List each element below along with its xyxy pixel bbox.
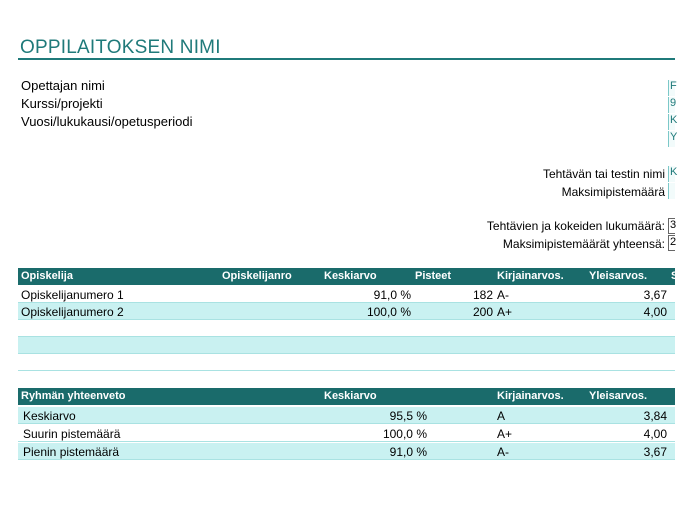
summary-row[interactable] (18, 443, 675, 460)
empty-table-row[interactable] (18, 320, 675, 337)
summary-average-cell[interactable]: 95,5 % (389, 409, 427, 423)
overall-grade-cell[interactable]: 4,00 (643, 305, 667, 319)
header-summary-letter[interactable]: Kirjainarvos. (497, 390, 564, 402)
overall-grade-cell[interactable]: 3,67 (643, 288, 667, 302)
summary-table-header (18, 388, 675, 405)
average-cell[interactable]: 91,0 % (373, 288, 411, 302)
assignment-count-label: Tehtävien ja kokeiden lukumäärä: (486, 219, 665, 233)
points-cell[interactable]: 182 (472, 288, 493, 302)
period-label: Vuosi/lukukausi/opetusperiodi (21, 114, 193, 129)
assignment-count-cell[interactable]: 3 (668, 218, 675, 234)
max-points-label: Maksimipistemäärä (561, 185, 665, 199)
header-points[interactable]: Pisteet (415, 270, 452, 282)
summary-average-cell[interactable]: 100,0 % (382, 427, 427, 441)
summary-label-cell[interactable]: Keskiarvo (23, 409, 76, 423)
summary-overall-cell[interactable]: 4,00 (643, 427, 667, 441)
header-student-id[interactable]: Opiskelijanro (222, 270, 292, 282)
table-row[interactable] (18, 303, 675, 320)
extra-info-cell[interactable]: Y (668, 131, 675, 147)
period-cell[interactable]: K (668, 114, 675, 130)
header-student[interactable]: Opiskelija (21, 270, 73, 282)
letter-grade-cell[interactable]: A- (497, 288, 509, 302)
average-cell[interactable]: 100,0 % (366, 305, 411, 319)
course-label: Kurssi/projekti (21, 96, 103, 111)
header-summary-overall[interactable]: Yleisarvos. (589, 390, 648, 402)
student-name-cell[interactable]: Opiskelijanumero 2 (21, 305, 124, 319)
empty-table-row[interactable] (18, 337, 675, 354)
assignment-name-cell[interactable]: K (668, 166, 675, 182)
summary-overall-cell[interactable]: 3,84 (643, 409, 667, 423)
teacher-name-label: Opettajan nimi (21, 78, 105, 93)
summary-label-cell[interactable]: Suurin pistemäärä (23, 427, 121, 441)
max-total-cell[interactable]: 2 (668, 235, 675, 251)
students-table-header (18, 268, 678, 285)
summary-overall-cell[interactable]: 3,67 (643, 445, 667, 459)
summary-letter-cell[interactable]: A (497, 409, 506, 423)
empty-table-row[interactable] (18, 354, 675, 371)
school-name-title[interactable]: OPPILAITOKSEN NIMI (20, 37, 221, 58)
max-points-cell[interactable] (668, 183, 675, 199)
max-total-label: Maksimipistemäärät yhteensä: (502, 237, 665, 251)
header-overall-grade[interactable]: Yleisarvos. (589, 270, 648, 282)
points-cell[interactable]: 200 (472, 305, 493, 319)
summary-average-cell[interactable]: 91,0 % (389, 445, 427, 459)
header-average[interactable]: Keskiarvo (324, 270, 377, 282)
assignment-name-label: Tehtävän tai testin nimi (542, 167, 665, 181)
summary-letter-cell[interactable]: A- (497, 445, 509, 459)
title-divider (18, 58, 675, 60)
header-summary-average[interactable]: Keskiarvo (324, 390, 377, 402)
header-letter-grade[interactable]: Kirjainarvos. (497, 270, 564, 282)
summary-letter-cell[interactable]: A+ (497, 427, 513, 441)
course-cell[interactable]: 9 (668, 97, 675, 113)
summary-label-cell[interactable]: Pienin pistemäärä (23, 445, 120, 459)
teacher-name-cell[interactable]: F (668, 80, 675, 96)
header-group-summary[interactable]: Ryhmän yhteenveto (21, 390, 126, 402)
student-name-cell[interactable]: Opiskelijanumero 1 (21, 288, 124, 302)
letter-grade-cell[interactable]: A+ (497, 305, 513, 319)
header-extra[interactable]: S (671, 270, 678, 282)
table-row[interactable] (18, 286, 675, 303)
summary-row[interactable] (18, 425, 675, 442)
summary-row[interactable] (18, 407, 675, 424)
